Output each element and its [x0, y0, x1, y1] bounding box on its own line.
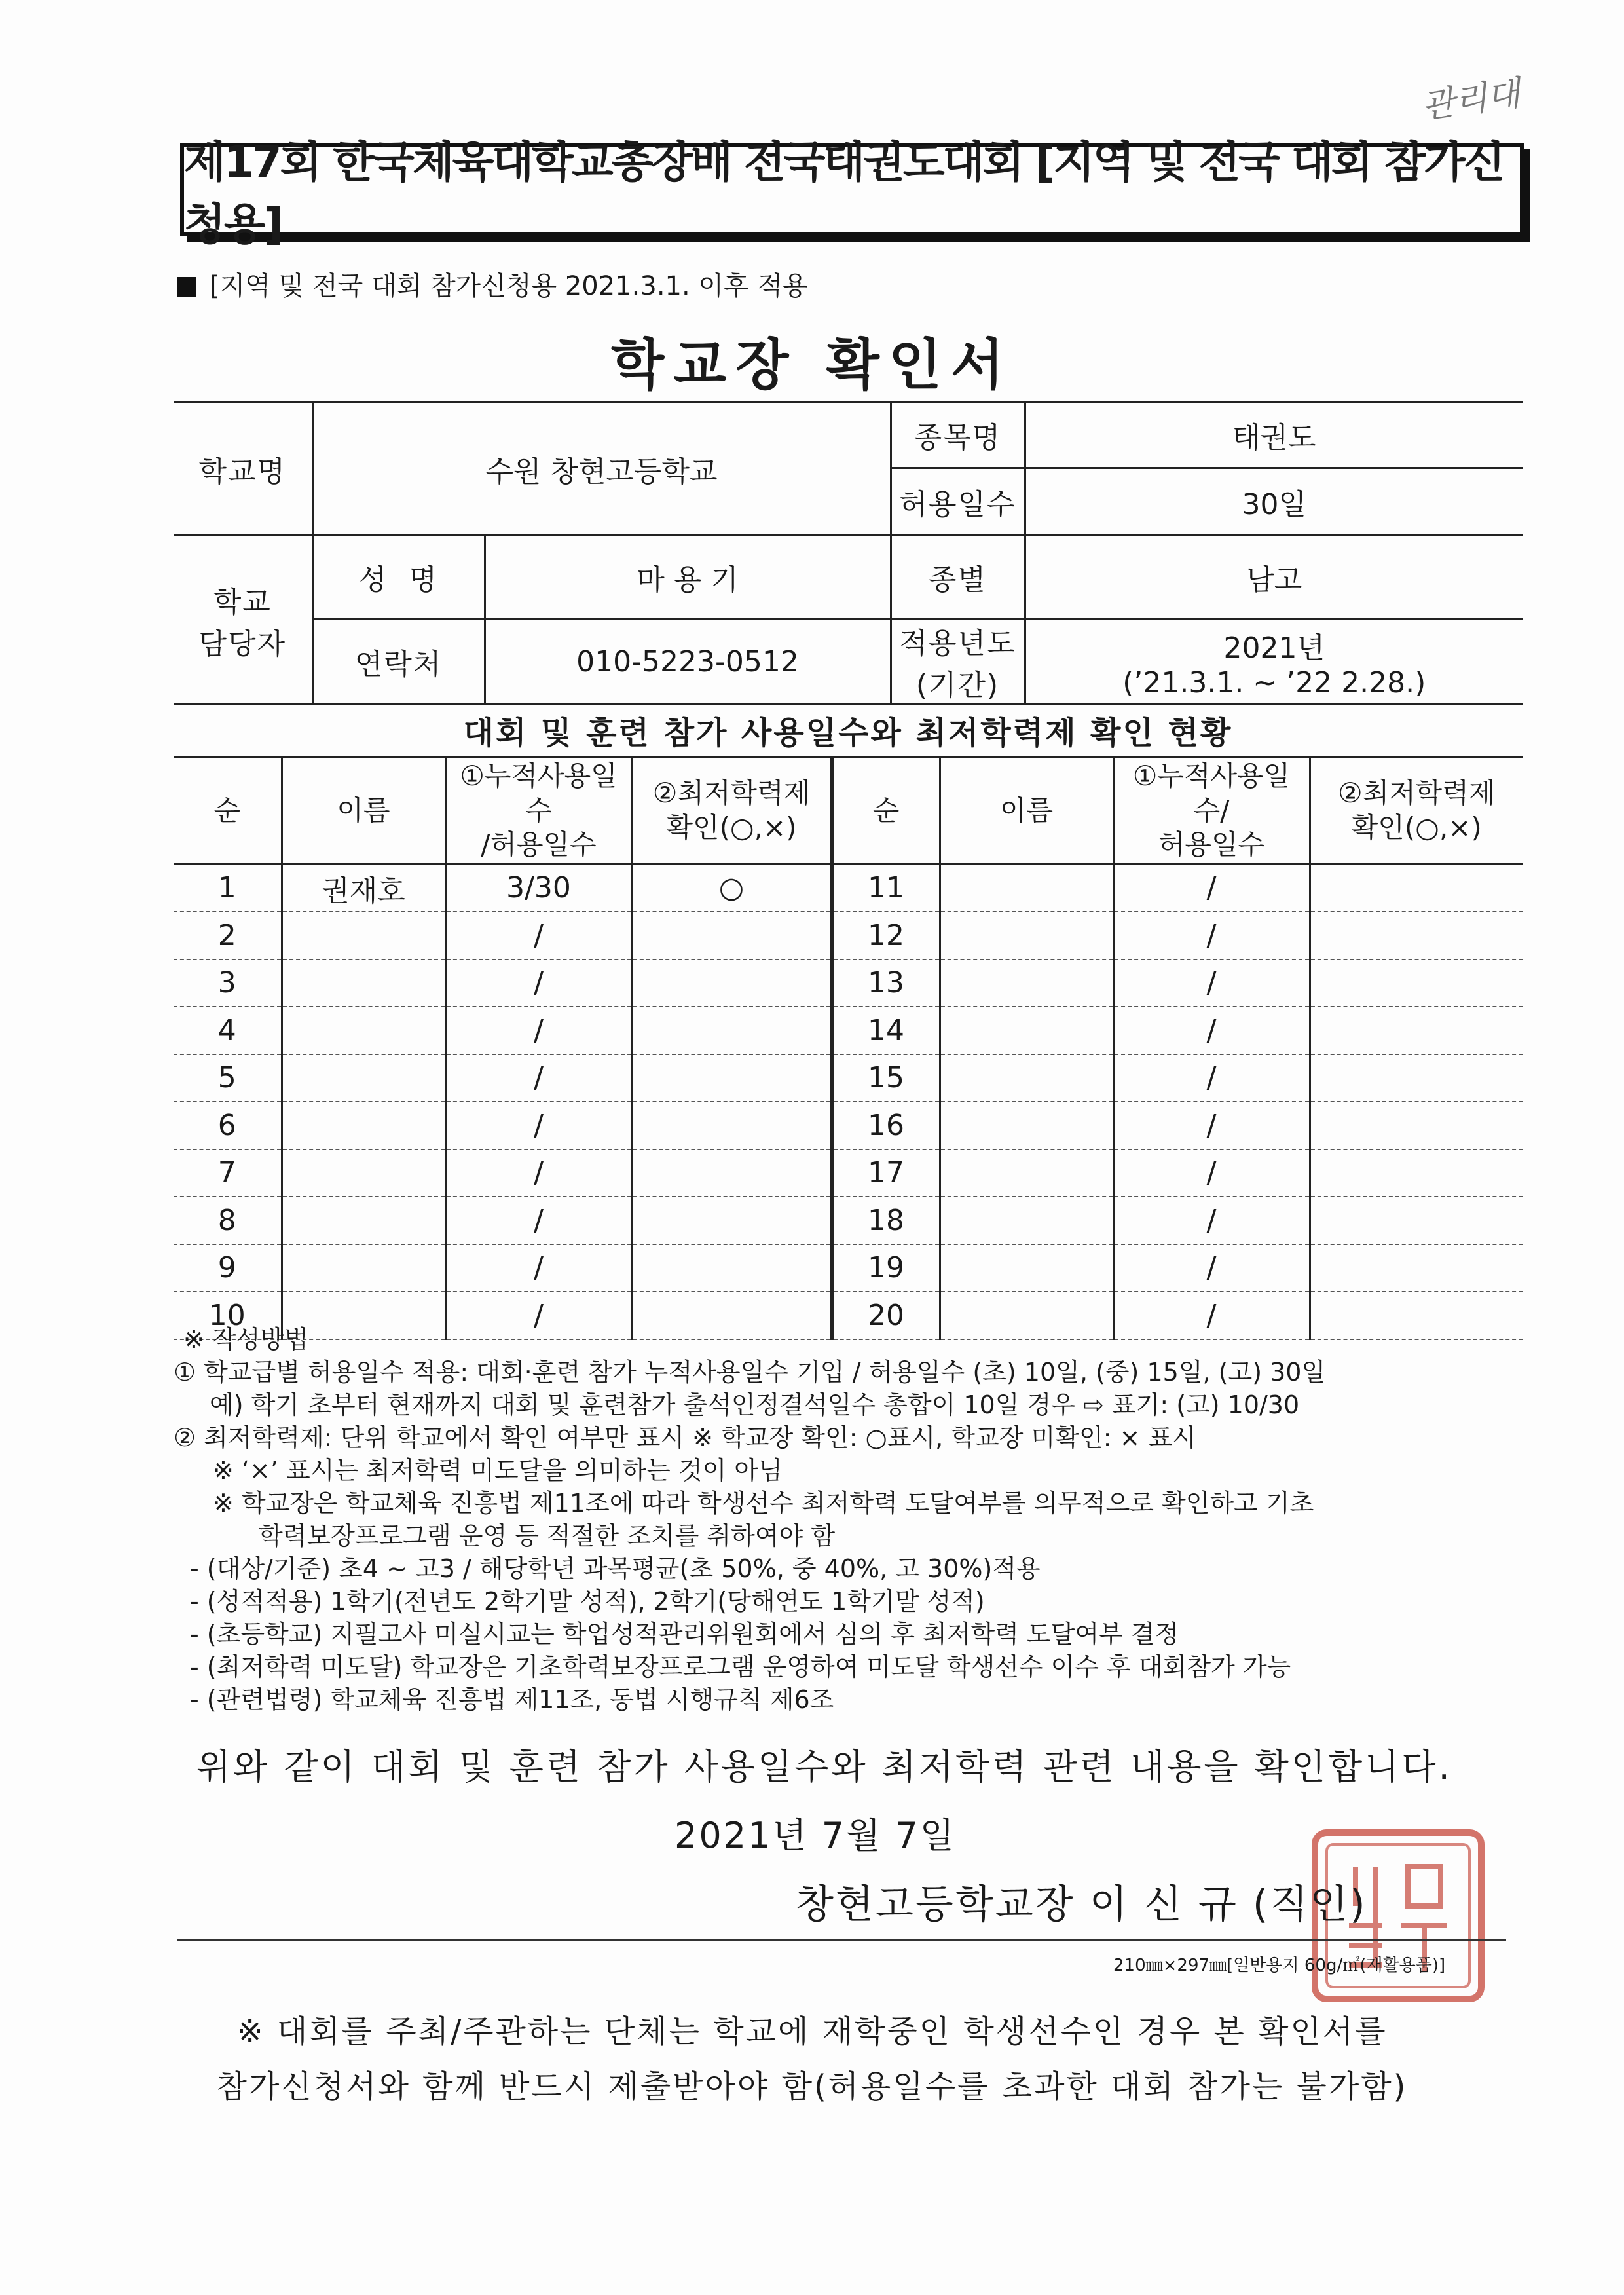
row-name [282, 912, 445, 960]
row-check [632, 1007, 832, 1054]
issue-date: 2021년 7월 7일 [674, 1815, 956, 1856]
table-row [174, 912, 1522, 960]
row-name [940, 912, 1113, 960]
row-no: 12 [832, 912, 940, 960]
row-name [940, 1149, 1113, 1197]
row-no: 8 [174, 1197, 282, 1244]
row-name [940, 864, 1113, 912]
row-check [632, 912, 832, 960]
row-check [632, 1054, 832, 1102]
row-name [940, 960, 1113, 1007]
confirmation-statement: 위와 같이 대회 및 훈련 참가 사용일수와 최저학력 관련 내용을 확인합니다. [196, 1746, 1452, 1787]
col-header-check-right [1310, 758, 1522, 865]
document-header-title [180, 137, 1524, 250]
row-days: / [1113, 1244, 1310, 1292]
row-name [282, 960, 445, 1007]
year-value [1025, 619, 1522, 705]
row-name [282, 1149, 445, 1197]
row-no: 19 [832, 1244, 940, 1292]
col-header-days-right-line1: ①누적사용일수/ [1132, 760, 1291, 827]
row-name [940, 1197, 1113, 1244]
athlete-roster-table [174, 756, 1522, 1340]
submission-footer-note [0, 2004, 1624, 2114]
footer-line1: ※ 대회를 주최/주관하는 단체는 학교에 재학중인 학생선수인 경우 본 확인서를 [236, 2013, 1388, 2050]
row-days: / [1113, 1102, 1310, 1149]
row-days: 3/30 [445, 864, 632, 912]
row-check [1310, 1054, 1522, 1102]
row-no: 2 [174, 912, 282, 960]
row-no: 7 [174, 1149, 282, 1197]
contact-value: 010-5223-0512 [485, 619, 891, 705]
row-name [282, 1102, 445, 1149]
table-row [174, 1007, 1522, 1054]
row-check [1310, 1149, 1522, 1197]
row-no: 15 [832, 1054, 940, 1102]
manager-label [174, 536, 312, 705]
row-check [632, 1102, 832, 1149]
note-line: - (최저학력 미도달) 학교장은 기초학력보장프로그램 운영하여 미도달 학생선수 이수 후 대회참가 가능 [190, 1652, 1291, 1681]
applicability-text: [지역 및 전국 대회 참가신청용 2021.3.1. 이후 적용 [210, 271, 808, 301]
table-row [174, 1197, 1522, 1244]
footer-line2: 참가신청서와 함께 반드시 제출받아야 함(허용일수를 초과한 대회 참가는 불가함) [216, 2068, 1408, 2105]
header-title-text: 제17회 한국체육대학교총장배 전국태권도대회 [지역 및 전국 대회 참가신청용] [184, 137, 1504, 250]
note-line: ① 학교급별 허용일수 적용: 대회·훈련 참가 누적사용일수 기입 / 허용일수 (초) 10일, (중) 15일, (고) 30일 [174, 1358, 1326, 1387]
col-header-days-right [1113, 758, 1310, 865]
contact-label: 연락처 [312, 619, 485, 705]
row-check [1310, 1244, 1522, 1292]
table-row [174, 1102, 1522, 1149]
page-title: 학교장 확인서 [610, 333, 1014, 397]
col-header-check-right-line1: ②최저학력제 [1337, 777, 1496, 810]
principal-signature: 창현고등학교장 이 신 규 (직인) [796, 1882, 1367, 1928]
row-name [940, 1007, 1113, 1054]
sport-value: 태권도 [1025, 402, 1522, 468]
row-no: 3 [174, 960, 282, 1007]
row-check [632, 1244, 832, 1292]
col-header-no-right: 순 [832, 758, 940, 865]
category-label: 종별 [891, 536, 1025, 619]
manager-label-line1: 학교 [213, 585, 272, 619]
row-name [282, 1244, 445, 1292]
row-check [1310, 1007, 1522, 1054]
row-days: / [1113, 912, 1310, 960]
row-no: 16 [832, 1102, 940, 1149]
sport-label: 종목명 [891, 402, 1025, 468]
row-days: / [1113, 1007, 1310, 1054]
col-header-no: 순 [174, 758, 282, 865]
row-no: 6 [174, 1102, 282, 1149]
section-title: 대회 및 훈련 참가 사용일수와 최저학력제 확인 현황 [463, 715, 1233, 751]
year-label-line2: (기간) [915, 669, 1000, 702]
row-days: / [1113, 864, 1310, 912]
row-check [1310, 864, 1522, 912]
note-line: 학력보장프로그램 운영 등 적절한 조치를 취하여야 함 [259, 1521, 836, 1550]
allowed-days-value: 30일 [1025, 468, 1522, 536]
row-name [940, 1054, 1113, 1102]
row-check: ○ [632, 864, 832, 912]
col-header-check-line1: ②최저학력제 [652, 777, 811, 810]
paper-spec: 210㎜×297㎜[일반용지 60g/㎡(재활용품)] [1113, 1956, 1446, 1975]
note-line: ② 최저학력제: 단위 학교에서 확인 여부만 표시 ※ 학교장 확인: ○표시, 학교장 미확인: × 표시 [174, 1423, 1196, 1452]
table-row [174, 1149, 1522, 1197]
divider [177, 1939, 1506, 1941]
row-no: 10 [174, 1292, 282, 1339]
row-check [1310, 960, 1522, 1007]
row-no: 18 [832, 1197, 940, 1244]
col-header-days [445, 758, 632, 865]
row-check [632, 1149, 832, 1197]
year-value-line2: (’21.3.1. ~ ’22 2.28.) [1122, 665, 1426, 700]
row-no: 14 [832, 1007, 940, 1054]
row-no: 13 [832, 960, 940, 1007]
manager-label-line2: 담당자 [198, 627, 286, 661]
row-check [632, 1197, 832, 1244]
col-header-name-right: 이름 [940, 758, 1113, 865]
square-bullet-icon [177, 277, 196, 297]
row-days: / [445, 912, 632, 960]
row-no: 9 [174, 1244, 282, 1292]
school-name-label: 학교명 [174, 402, 312, 536]
row-name [282, 1007, 445, 1054]
row-days: / [445, 1007, 632, 1054]
row-no: 11 [832, 864, 940, 912]
row-days: / [445, 1149, 632, 1197]
school-name-value: 수원 창현고등학교 [312, 402, 891, 536]
col-header-check-line2: 확인(○,×) [666, 811, 797, 844]
year-value-line1: 2021년 [1223, 631, 1325, 665]
row-days: / [445, 1244, 632, 1292]
row-no: 5 [174, 1054, 282, 1102]
manager-name-value: 마 용 기 [485, 536, 891, 619]
note-line: - (성적적용) 1학기(전년도 2학기말 성적), 2학기(당해연도 1학기말 성적) [190, 1587, 985, 1616]
col-header-check-right-line2: 확인(○,×) [1351, 811, 1482, 844]
row-days: / [1113, 1149, 1310, 1197]
row-no: 20 [832, 1292, 940, 1339]
row-days: / [1113, 1197, 1310, 1244]
note-line: ※ 작성방법 [183, 1325, 308, 1354]
col-header-days-right-line2: 허용일수 [1158, 829, 1265, 861]
allowed-days-label: 허용일수 [891, 468, 1025, 536]
writing-instructions [174, 1323, 1549, 1716]
school-info-table [174, 401, 1522, 705]
row-no: 1 [174, 864, 282, 912]
row-name: 권재호 [282, 864, 445, 912]
applicability-note [177, 265, 808, 303]
row-check [632, 960, 832, 1007]
row-days: / [445, 960, 632, 1007]
row-days: / [1113, 1292, 1310, 1339]
note-line: - (관련법령) 학교체육 진흥법 제11조, 동법 시행규칙 제6조 [190, 1685, 834, 1714]
table-row [174, 1054, 1522, 1102]
row-check [1310, 1197, 1522, 1244]
note-line: - (대상/기준) 초4 ~ 고3 / 해당학년 과목평균(초 50%, 중 40%, 고 30%)적용 [190, 1554, 1041, 1583]
row-days: / [445, 1054, 632, 1102]
row-name [282, 1054, 445, 1102]
row-check [1310, 912, 1522, 960]
col-header-days-line1: ①누적사용일수 [460, 760, 618, 827]
col-header-name: 이름 [282, 758, 445, 865]
row-days: / [1113, 1054, 1310, 1102]
category-value: 남고 [1025, 536, 1522, 619]
row-check [1310, 1102, 1522, 1149]
table-row [174, 960, 1522, 1007]
note-line: - (초등학교) 지필고사 미실시교는 학업성적관리위원회에서 심의 후 최저학력 도달여부 결정 [190, 1620, 1179, 1649]
row-no: 4 [174, 1007, 282, 1054]
year-label [891, 619, 1025, 705]
manager-name-label: 성 명 [312, 536, 485, 619]
row-no: 17 [832, 1149, 940, 1197]
handwritten-note: 관리대 [1419, 73, 1522, 127]
row-days: / [445, 1102, 632, 1149]
col-header-days-line2: /허용일수 [481, 829, 597, 861]
year-label-line1: 적용년도 [899, 627, 1016, 660]
note-line: ※ 학교장은 학교체육 진흥법 제11조에 따라 학생선수 최저학력 도달여부를 의무적으로 확인하고 기초 [213, 1489, 1314, 1518]
note-line: ※ ‘×’ 표시는 최저학력 미도달을 의미하는 것이 아님 [213, 1456, 783, 1485]
row-name [940, 1102, 1113, 1149]
note-line: 예) 학기 초부터 현재까지 대회 및 훈련참가 출석인정결석일수 총합이 10일 경우 ⇨ 표기: (고) 10/30 [210, 1390, 1300, 1419]
row-days: / [445, 1197, 632, 1244]
table-row [174, 1244, 1522, 1292]
row-name [940, 1244, 1113, 1292]
row-days: / [445, 1292, 632, 1339]
row-name [282, 1197, 445, 1244]
table-row [174, 864, 1522, 912]
col-header-check [632, 758, 832, 865]
row-days: / [1113, 960, 1310, 1007]
